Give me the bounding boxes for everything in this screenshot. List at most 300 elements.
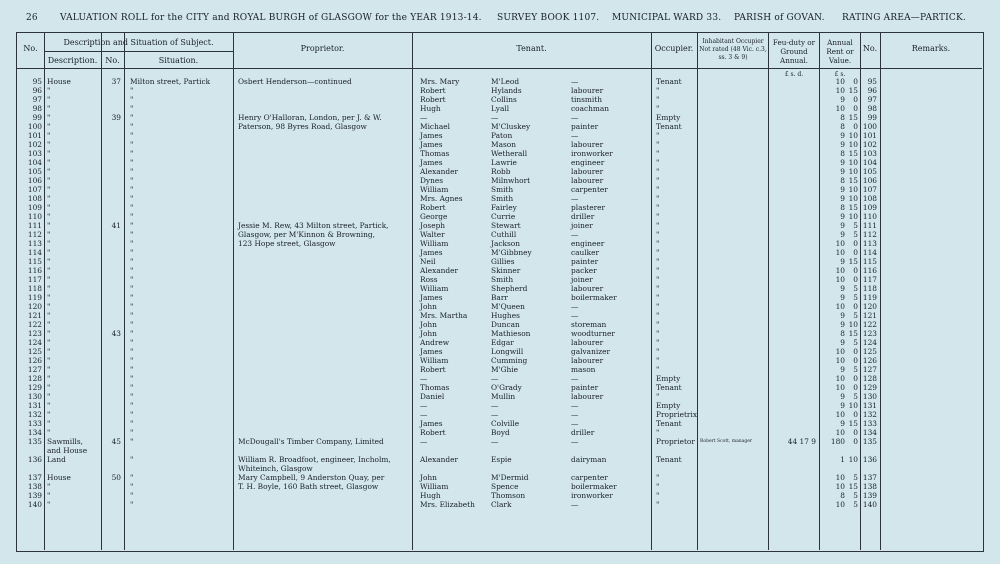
tenant-first-name: Thomas bbox=[420, 149, 450, 158]
tenant-surname: — bbox=[491, 113, 499, 122]
row-number: 109 bbox=[27, 203, 42, 212]
tenant-surname: M'Ghie bbox=[491, 365, 519, 374]
row-number: 122 bbox=[27, 320, 42, 329]
row-number-right: 113 bbox=[862, 239, 877, 248]
tenant-first-name: Robert bbox=[420, 95, 446, 104]
occupier: " bbox=[656, 167, 660, 176]
annual-pounds: 9 bbox=[840, 158, 845, 167]
annual-shillings: 0 bbox=[853, 437, 858, 446]
row-number-right: 105 bbox=[862, 167, 877, 176]
tenant-first-name: John bbox=[420, 302, 437, 311]
occupier: " bbox=[656, 284, 660, 293]
tenant-first-name: Joseph bbox=[420, 221, 446, 230]
tenant-occupation: carpenter bbox=[571, 473, 608, 482]
occupier: Empty bbox=[656, 401, 681, 410]
tenant-surname: Hylands bbox=[491, 86, 522, 95]
situation: " bbox=[130, 293, 134, 302]
situation: " bbox=[130, 248, 134, 257]
annual-pounds: 10 bbox=[835, 482, 845, 491]
row-number: 105 bbox=[27, 167, 42, 176]
col-description: Description. bbox=[47, 56, 98, 65]
annual-pounds: 8 bbox=[840, 122, 845, 131]
row-number-right: 116 bbox=[862, 266, 877, 275]
col-proprietor: Proprietor. bbox=[300, 44, 345, 53]
description: and House bbox=[47, 446, 88, 455]
description: " bbox=[47, 491, 51, 500]
description: " bbox=[47, 266, 51, 275]
row-number: 132 bbox=[27, 410, 42, 419]
row-number: 140 bbox=[27, 500, 42, 509]
tenant-occupation: labourer bbox=[571, 86, 604, 95]
occupier: " bbox=[656, 185, 660, 194]
tenant-surname: Clark bbox=[491, 500, 512, 509]
description: " bbox=[47, 104, 51, 113]
tenant-first-name: William bbox=[420, 239, 449, 248]
tenant-surname: M'Cluskey bbox=[491, 122, 531, 131]
annual-shillings: 5 bbox=[853, 491, 858, 500]
situation: " bbox=[130, 212, 134, 221]
description: " bbox=[47, 284, 51, 293]
occupier: " bbox=[656, 365, 660, 374]
tenant-surname: Cuthill bbox=[491, 230, 517, 239]
tenant-surname: Espie bbox=[491, 455, 512, 464]
tenant-first-name: William bbox=[420, 284, 449, 293]
annual-pounds: 9 bbox=[840, 284, 845, 293]
tenant-surname: Spence bbox=[491, 482, 519, 491]
survey-book: SURVEY BOOK 1107. bbox=[497, 13, 600, 23]
tenant-first-name: William bbox=[420, 185, 449, 194]
row-number: 104 bbox=[27, 158, 42, 167]
annual-pounds: 9 bbox=[840, 257, 845, 266]
annual-shillings: 10 bbox=[848, 167, 858, 176]
proprietor: T. H. Boyle, 160 Bath street, Glasgow bbox=[238, 482, 379, 491]
description: " bbox=[47, 320, 51, 329]
annual-shillings: 15 bbox=[848, 149, 858, 158]
tenant-surname: Lawrie bbox=[491, 158, 517, 167]
description: " bbox=[47, 293, 51, 302]
tenant-occupation: tinsmith bbox=[571, 95, 602, 104]
row-number: 129 bbox=[27, 383, 42, 392]
annual-pounds: 10 bbox=[835, 383, 845, 392]
row-number: 128 bbox=[27, 374, 42, 383]
annual-pounds: 10 bbox=[835, 428, 845, 437]
annual-shillings: 0 bbox=[853, 95, 858, 104]
situation: " bbox=[130, 320, 134, 329]
row-number: 121 bbox=[27, 311, 42, 320]
tenant-occupation: — bbox=[571, 302, 579, 311]
situation: " bbox=[130, 374, 134, 383]
tenant-occupation: labourer bbox=[571, 356, 604, 365]
description: " bbox=[47, 239, 51, 248]
annual-shillings: 15 bbox=[848, 482, 858, 491]
tenant-occupation: — bbox=[571, 77, 579, 86]
row-number: 101 bbox=[27, 131, 42, 140]
situation: " bbox=[130, 437, 134, 446]
description: " bbox=[47, 131, 51, 140]
situation: " bbox=[130, 266, 134, 275]
tenant-first-name: Robert bbox=[420, 365, 446, 374]
col-feu-duty: Feu-duty or Ground Annual. bbox=[772, 38, 816, 65]
occupier: Tenant bbox=[656, 77, 682, 86]
row-number-right: 127 bbox=[862, 365, 877, 374]
situation: " bbox=[130, 311, 134, 320]
annual-pounds: 180 bbox=[830, 437, 845, 446]
tenant-occupation: ironworker bbox=[571, 149, 613, 158]
house-number: 37 bbox=[111, 77, 121, 86]
annual-shillings: 5 bbox=[853, 293, 858, 302]
row-number-right: 128 bbox=[862, 374, 877, 383]
tenant-first-name: James bbox=[420, 347, 443, 356]
occupier: " bbox=[656, 104, 660, 113]
situation: " bbox=[130, 473, 134, 482]
situation: " bbox=[130, 176, 134, 185]
row-number: 113 bbox=[27, 239, 42, 248]
tenant-surname: M'Dermid bbox=[491, 473, 529, 482]
annual-pounds: 10 bbox=[835, 356, 845, 365]
occupier: " bbox=[656, 194, 660, 203]
description: " bbox=[47, 500, 51, 509]
row-number-right: 114 bbox=[862, 248, 877, 257]
row-number-right: 129 bbox=[862, 383, 877, 392]
row-number: 124 bbox=[27, 338, 42, 347]
occupier: " bbox=[656, 356, 660, 365]
tenant-surname: M'Leod bbox=[491, 77, 520, 86]
tenant-surname: Gillies bbox=[491, 257, 515, 266]
annual-units: £ s. bbox=[834, 71, 846, 78]
proprietor: William R. Broadfoot, engineer, Incholm, bbox=[238, 455, 391, 464]
annual-shillings: 5 bbox=[853, 284, 858, 293]
annual-shillings: 0 bbox=[853, 275, 858, 284]
annual-shillings: 10 bbox=[848, 185, 858, 194]
tenant-occupation: — bbox=[571, 230, 579, 239]
tenant-occupation: labourer bbox=[571, 140, 604, 149]
rating-area: RATING AREA—PARTICK. bbox=[842, 13, 966, 23]
tenant-surname: O'Grady bbox=[491, 383, 522, 392]
col-tenant: Tenant. bbox=[516, 44, 547, 53]
table-row bbox=[0, 366, 1000, 375]
row-number-right: 130 bbox=[862, 392, 877, 401]
occupier: " bbox=[656, 95, 660, 104]
row-number-right: 110 bbox=[862, 212, 877, 221]
annual-pounds: 9 bbox=[840, 140, 845, 149]
tenant-occupation: labourer bbox=[571, 392, 604, 401]
situation: " bbox=[130, 140, 134, 149]
annual-pounds: 9 bbox=[840, 212, 845, 221]
occupier: " bbox=[656, 320, 660, 329]
tenant-occupation: galvanizer bbox=[571, 347, 611, 356]
tenant-first-name: — bbox=[420, 437, 428, 446]
tenant-occupation: boilermaker bbox=[571, 293, 617, 302]
annual-pounds: 9 bbox=[840, 230, 845, 239]
row-number-right: 117 bbox=[862, 275, 877, 284]
situation: " bbox=[130, 113, 134, 122]
tenant-first-name: Hugh bbox=[420, 491, 441, 500]
tenant-first-name: Mrs. Elizabeth bbox=[420, 500, 475, 509]
occupier: " bbox=[656, 86, 660, 95]
row-number: 97 bbox=[32, 95, 42, 104]
tenant-first-name: Andrew bbox=[420, 338, 450, 347]
tenant-first-name: Ross bbox=[420, 275, 438, 284]
tenant-surname: Barr bbox=[491, 293, 508, 302]
occupier: " bbox=[656, 149, 660, 158]
annual-shillings: 15 bbox=[848, 176, 858, 185]
table-row bbox=[0, 402, 1000, 411]
tenant-occupation: — bbox=[571, 410, 579, 419]
annual-shillings: 10 bbox=[848, 194, 858, 203]
proprietor: McDougall's Timber Company, Limited bbox=[238, 437, 384, 446]
col-number: No. bbox=[105, 56, 120, 65]
annual-pounds: 10 bbox=[835, 248, 845, 257]
municipal-ward: MUNICIPAL WARD 33. bbox=[612, 13, 722, 23]
tenant-occupation: engineer bbox=[571, 158, 605, 167]
row-number: 127 bbox=[27, 365, 42, 374]
annual-shillings: 15 bbox=[848, 257, 858, 266]
tenant-first-name: James bbox=[420, 248, 443, 257]
proprietor: Jessie M. Rew, 43 Milton street, Partick, bbox=[238, 221, 389, 230]
tenant-occupation: driller bbox=[571, 428, 595, 437]
tenant-occupation: — bbox=[571, 500, 579, 509]
tenant-occupation: labourer bbox=[571, 338, 604, 347]
annual-shillings: 0 bbox=[853, 347, 858, 356]
row-number: 125 bbox=[27, 347, 42, 356]
occupier: " bbox=[656, 311, 660, 320]
tenant-first-name: — bbox=[420, 113, 428, 122]
row-number-right: 134 bbox=[862, 428, 877, 437]
tenant-surname: Thomson bbox=[491, 491, 526, 500]
col-no: No. bbox=[23, 44, 38, 53]
tenant-first-name: John bbox=[420, 320, 437, 329]
tenant-first-name: Alexander bbox=[420, 167, 459, 176]
annual-pounds: 9 bbox=[840, 338, 845, 347]
occupier: " bbox=[656, 239, 660, 248]
tenant-occupation: labourer bbox=[571, 284, 604, 293]
row-number: 120 bbox=[27, 302, 42, 311]
tenant-first-name: George bbox=[420, 212, 448, 221]
row-number: 118 bbox=[27, 284, 42, 293]
proprietor: Mary Campbell, 9 Anderston Quay, per bbox=[238, 473, 385, 482]
row-number-right: 95 bbox=[867, 77, 877, 86]
tenant-surname: Smith bbox=[491, 185, 514, 194]
tenant-occupation: packer bbox=[571, 266, 597, 275]
tenant-first-name: Hugh bbox=[420, 104, 441, 113]
occupier: " bbox=[656, 176, 660, 185]
occupier: " bbox=[656, 329, 660, 338]
annual-pounds: 9 bbox=[840, 419, 845, 428]
situation: " bbox=[130, 239, 134, 248]
tenant-first-name: Dynes bbox=[420, 176, 444, 185]
inhabitant-occupier: Robert Scott, manager bbox=[700, 439, 753, 444]
row-number: 137 bbox=[27, 473, 42, 482]
tenant-occupation: caulker bbox=[571, 248, 600, 257]
situation: " bbox=[130, 194, 134, 203]
row-number-right: 136 bbox=[862, 455, 877, 464]
row-number-right: 99 bbox=[867, 113, 877, 122]
description: " bbox=[47, 374, 51, 383]
situation: " bbox=[130, 221, 134, 230]
annual-pounds: 10 bbox=[835, 275, 845, 284]
tenant-first-name: Mrs. Agnes bbox=[420, 194, 463, 203]
table-row bbox=[0, 429, 1000, 438]
description: " bbox=[47, 482, 51, 491]
annual-pounds: 8 bbox=[840, 176, 845, 185]
tenant-first-name: John bbox=[420, 473, 437, 482]
situation: " bbox=[130, 347, 134, 356]
row-number-right: 121 bbox=[862, 311, 877, 320]
col-situation: Situation. bbox=[158, 56, 199, 65]
annual-pounds: 10 bbox=[835, 302, 845, 311]
page-header bbox=[0, 0, 1000, 26]
description: " bbox=[47, 356, 51, 365]
occupier: " bbox=[656, 131, 660, 140]
row-number-right: 120 bbox=[862, 302, 877, 311]
row-number: 131 bbox=[27, 401, 42, 410]
row-number: 100 bbox=[27, 122, 42, 131]
col-remarks: Remarks. bbox=[911, 44, 951, 53]
occupier: " bbox=[656, 266, 660, 275]
tenant-first-name: Robert bbox=[420, 86, 446, 95]
tenant-occupation: ironworker bbox=[571, 491, 613, 500]
annual-shillings: 10 bbox=[848, 140, 858, 149]
tenant-surname: Jackson bbox=[491, 239, 520, 248]
situation: " bbox=[130, 356, 134, 365]
annual-shillings: 5 bbox=[853, 338, 858, 347]
annual-pounds: 9 bbox=[840, 365, 845, 374]
parish: PARISH of GOVAN. bbox=[734, 13, 825, 23]
col-inhabitant: Inhabitant Occupier Not rated (48 Vic. c.3, ss. 3 & 9) bbox=[699, 38, 767, 61]
description: " bbox=[47, 86, 51, 95]
row-number: 119 bbox=[27, 293, 42, 302]
row-number: 110 bbox=[27, 212, 42, 221]
situation: " bbox=[130, 203, 134, 212]
row-number-right: 104 bbox=[862, 158, 877, 167]
row-number-right: 98 bbox=[867, 104, 877, 113]
annual-shillings: 0 bbox=[853, 383, 858, 392]
tenant-surname: Cumming bbox=[491, 356, 528, 365]
annual-shillings: 0 bbox=[853, 302, 858, 311]
row-number: 136 bbox=[27, 455, 42, 464]
annual-pounds: 10 bbox=[835, 410, 845, 419]
row-number: 126 bbox=[27, 356, 42, 365]
tenant-occupation: carpenter bbox=[571, 185, 608, 194]
annual-pounds: 10 bbox=[835, 86, 845, 95]
house-number: 43 bbox=[111, 329, 121, 338]
row-number: 95 bbox=[32, 77, 42, 86]
occupier: Tenant bbox=[656, 419, 682, 428]
situation: " bbox=[130, 482, 134, 491]
situation: " bbox=[130, 338, 134, 347]
annual-pounds: 9 bbox=[840, 95, 845, 104]
row-number-right: 131 bbox=[862, 401, 877, 410]
occupier: Empty bbox=[656, 374, 681, 383]
row-number-right: 139 bbox=[862, 491, 877, 500]
description: " bbox=[47, 302, 51, 311]
annual-pounds: 10 bbox=[835, 266, 845, 275]
row-number-right: 137 bbox=[862, 473, 877, 482]
row-number-right: 132 bbox=[862, 410, 877, 419]
tenant-surname: Longwill bbox=[491, 347, 524, 356]
annual-pounds: 9 bbox=[840, 293, 845, 302]
situation: " bbox=[130, 167, 134, 176]
occupier: " bbox=[656, 212, 660, 221]
row-number-right: 138 bbox=[862, 482, 877, 491]
description: " bbox=[47, 311, 51, 320]
tenant-first-name: James bbox=[420, 140, 443, 149]
annual-shillings: 0 bbox=[853, 374, 858, 383]
tenant-occupation: boilermaker bbox=[571, 482, 617, 491]
row-number-right: 103 bbox=[862, 149, 877, 158]
row-number-right: 125 bbox=[862, 347, 877, 356]
tenant-surname: Smith bbox=[491, 275, 514, 284]
situation: " bbox=[130, 428, 134, 437]
annual-pounds: 10 bbox=[835, 473, 845, 482]
proprietor: Whiteinch, Glasgow bbox=[238, 464, 313, 473]
col-desc-group: Description and Situation of Subject. bbox=[63, 38, 214, 47]
occupier: " bbox=[656, 302, 660, 311]
row-number-right: 112 bbox=[862, 230, 877, 239]
tenant-surname: — bbox=[491, 374, 499, 383]
description: " bbox=[47, 212, 51, 221]
tenant-occupation: engineer bbox=[571, 239, 605, 248]
description: Sawmills, bbox=[47, 437, 84, 446]
annual-shillings: 10 bbox=[848, 212, 858, 221]
tenant-first-name: Michael bbox=[420, 122, 450, 131]
tenant-occupation: painter bbox=[571, 122, 599, 131]
description: " bbox=[47, 176, 51, 185]
row-number-right: 124 bbox=[862, 338, 877, 347]
tenant-first-name: James bbox=[420, 131, 443, 140]
occupier: Tenant bbox=[656, 383, 682, 392]
description: " bbox=[47, 275, 51, 284]
row-number-right: 100 bbox=[862, 122, 877, 131]
description: " bbox=[47, 347, 51, 356]
occupier: " bbox=[656, 221, 660, 230]
annual-pounds: 9 bbox=[840, 221, 845, 230]
situation: " bbox=[130, 185, 134, 194]
tenant-surname: Skinner bbox=[491, 266, 521, 275]
annual-pounds: 8 bbox=[840, 113, 845, 122]
annual-shillings: 15 bbox=[848, 86, 858, 95]
tenant-occupation: labourer bbox=[571, 167, 604, 176]
situation: " bbox=[130, 275, 134, 284]
tenant-surname: M'Queen bbox=[491, 302, 525, 311]
annual-shillings: 0 bbox=[853, 410, 858, 419]
occupier: Tenant bbox=[656, 455, 682, 464]
annual-pounds: 10 bbox=[835, 347, 845, 356]
row-number: 115 bbox=[27, 257, 42, 266]
tenant-surname: Edgar bbox=[491, 338, 514, 347]
proprietor: Glasgow, per M'Kinnon & Browning, bbox=[238, 230, 375, 239]
tenant-surname: — bbox=[491, 401, 499, 410]
description: " bbox=[47, 122, 51, 131]
tenant-first-name: Alexander bbox=[420, 455, 459, 464]
tenant-occupation: — bbox=[571, 113, 579, 122]
description: " bbox=[47, 338, 51, 347]
row-number: 133 bbox=[27, 419, 42, 428]
tenant-first-name: Thomas bbox=[420, 383, 450, 392]
tenant-occupation: — bbox=[571, 131, 579, 140]
row-number: 98 bbox=[32, 104, 42, 113]
tenant-first-name: William bbox=[420, 482, 449, 491]
occupier: " bbox=[656, 275, 660, 284]
table-row bbox=[0, 456, 1000, 465]
tenant-surname: Currie bbox=[491, 212, 516, 221]
description: House bbox=[47, 77, 71, 86]
description: " bbox=[47, 257, 51, 266]
occupier: " bbox=[656, 347, 660, 356]
occupier: " bbox=[656, 230, 660, 239]
description: " bbox=[47, 419, 51, 428]
occupier: " bbox=[656, 203, 660, 212]
